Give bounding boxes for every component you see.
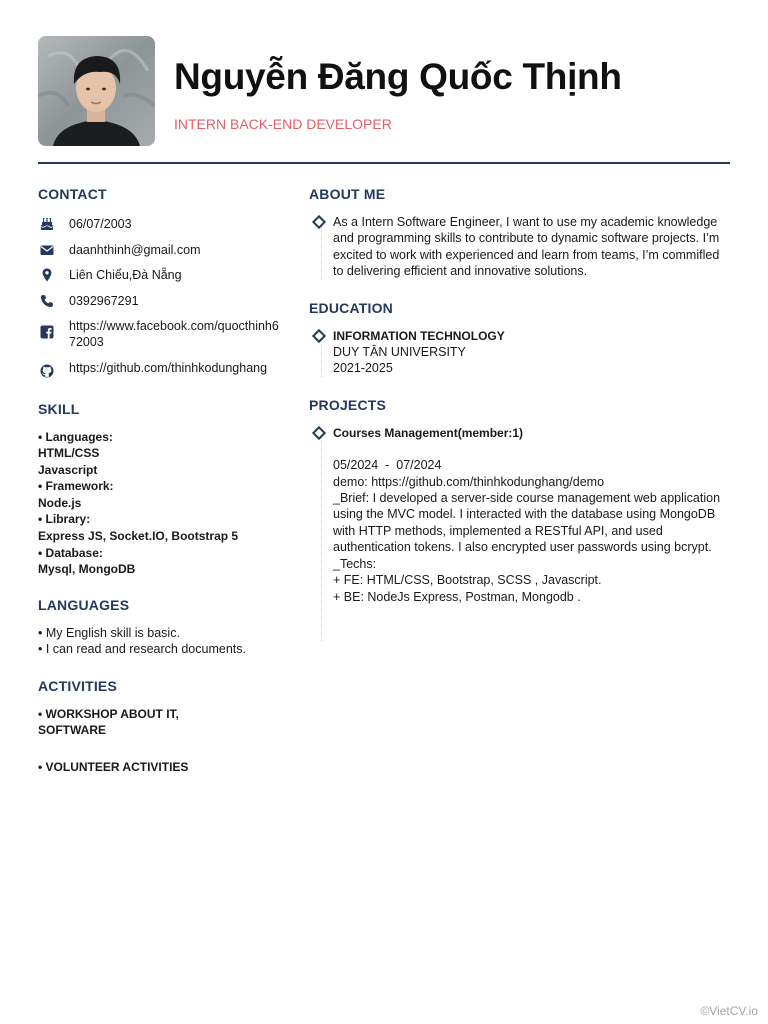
contact-item-email[interactable] [38,242,293,258]
email-text[interactable]: daanhthinh@gmail.com [69,242,201,257]
skill-line: Express JS, Socket.IO, Bootstrap 5 [38,529,239,544]
project-brief: _Brief: I developed a server-side course management web application using the MVC model. I interacted with the database using MongoDB with HTTP methods, implemented a RESTful API, and used authentication tokens. I also encrypted user passwords using bcrypt. [333,491,721,555]
envelope-icon [38,242,60,258]
spacer [333,441,731,457]
facebook-icon [38,324,60,340]
contact-item-phone[interactable] [38,293,293,309]
phone-icon [38,293,60,309]
skill-line: • Database: [38,545,103,560]
job-title: INTERN BACK-END DEVELOPER [174,116,392,132]
education-years: 2021-2025 [333,361,393,376]
activity-item: • WORKSHOP ABOUT IT, SOFTWARE [38,706,179,738]
contact-list [38,216,293,379]
diamond-icon [312,426,326,440]
project-period: 05/2024 - 07/2024 [333,458,442,473]
contact-heading: CONTACT [38,186,107,202]
location-pin-icon [38,267,60,283]
about-heading: ABOUT ME [309,186,386,202]
header-divider [38,162,730,164]
phone-text[interactable]: 0392967291 [69,293,139,308]
about-timeline [309,214,731,280]
skill-line: Mysql, MongoDB [38,562,136,577]
skill-line: Node.js [38,495,82,510]
timeline-dotted-line [321,433,322,641]
skill-line: • Framework: [38,479,114,494]
contact-item-birthday [38,216,293,232]
github-icon [38,363,60,379]
contact-item-location [38,267,293,283]
activity-item: • VOLUNTEER ACTIVITIES [38,760,189,775]
github-link[interactable]: https://github.com/thinhkodunghang [69,360,268,375]
watermark: ©VietCV.io [700,1004,758,1018]
project-techs-label: _Techs: [333,556,377,571]
skill-line: • Library: [38,512,91,527]
birthday-text: 06/07/2003 [69,217,132,231]
project-demo-link[interactable]: demo: https://github.com/thinhkodunghang/demo [333,474,605,489]
location-text: Liên Chiểu,Đà Nẵng [69,268,182,282]
contact-item-facebook[interactable] [38,318,293,350]
about-entry [333,214,731,280]
profile-photo [38,36,155,146]
education-heading: EDUCATION [309,299,393,316]
contact-item-github[interactable] [38,360,293,379]
timeline-dotted-line [321,336,322,377]
education-timeline [309,328,731,377]
skill-heading: SKILL [38,400,80,417]
project-be: + BE: NodeJs Express, Postman, Mongodb . [333,589,581,604]
diamond-icon [312,215,326,229]
left-column [38,186,293,776]
cake-icon [38,216,60,232]
activities-list [38,706,293,776]
education-school: DUY TÂN UNIVERSITY [333,345,466,360]
about-text: As a Intern Software Engineer, I want to use my academic knowledge and programming skills to contribute to dynamic software projects. I’m excited to work with experienced and learn from teams, I’m commifled to delivering efficient and innovative solutions. [333,215,720,279]
project-fe: + FE: HTML/CSS, Bootstrap, SCSS , Javascript. [333,573,602,588]
cv-header [38,36,730,164]
activities-heading: ACTIVITIES [38,677,118,694]
projects-heading: PROJECTS [309,396,387,413]
education-major: INFORMATION TECHNOLOGY [333,328,505,343]
projects-timeline [309,425,731,605]
skill-line: Javascript [38,462,98,477]
skill-line: • Languages: [38,429,113,444]
timeline-dotted-line [321,222,322,280]
languages-heading: LANGUAGES [38,596,130,613]
language-line: • My English skill is basic. [38,625,180,640]
candidate-name: Nguyễn Đăng Quốc Thịnh [174,56,622,97]
project-entry [333,425,731,605]
languages-list [38,625,293,658]
facebook-link[interactable]: https://www.facebook.com/quocthinh672003 [69,319,279,349]
right-column [309,186,731,605]
education-entry [333,328,731,377]
language-line: • I can read and research documents. [38,642,246,657]
project-title: Courses Management(member:1) [333,425,524,440]
diamond-icon [312,329,326,343]
skill-list [38,429,293,578]
skill-line: HTML/CSS [38,446,100,461]
